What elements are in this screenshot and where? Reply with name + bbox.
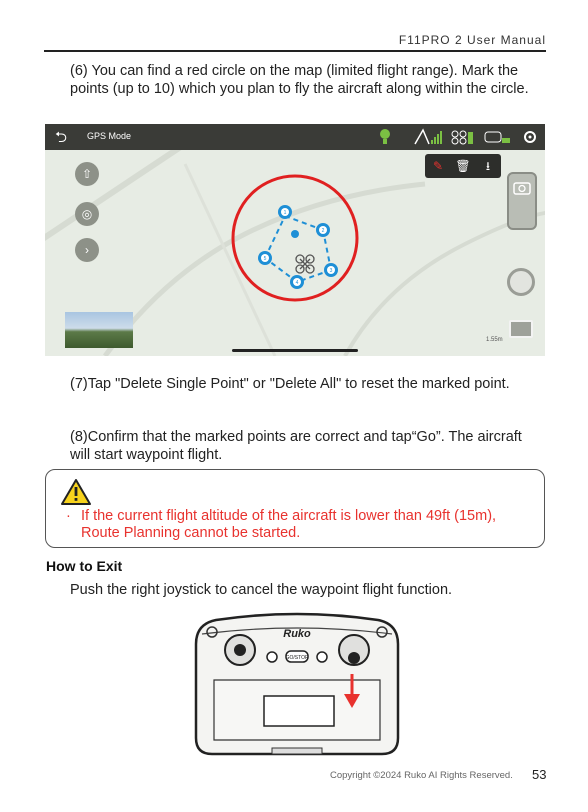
warning-box (45, 469, 545, 548)
how-to-exit-text: Push the right joystick to cancel the waypoint flight function. (70, 582, 453, 598)
copyright-footer: Copyright ©2024 Ruko AI Rights Reserved. (330, 770, 513, 781)
flight-mode-label: GPS Mode (87, 131, 132, 141)
warning-triangle-icon (60, 478, 92, 506)
home-indicator (232, 349, 358, 352)
aircraft-icon (296, 255, 314, 273)
remote-controller-illustration (194, 612, 400, 762)
delete-all-icon[interactable]: 🗑 (455, 159, 471, 173)
warning-bullet: · (66, 508, 71, 524)
distance-readout: 1.55m (486, 337, 503, 343)
phone-clamp-window (264, 696, 334, 726)
warning-message (66, 508, 536, 542)
svg-text:5: 5 (263, 256, 267, 262)
go-stop-label: GO/STOP (285, 655, 309, 661)
waypoint-3 (324, 263, 338, 277)
waypoint-4 (290, 275, 304, 289)
aircraft-position-dot (291, 230, 299, 238)
back-arrow-icon[interactable]: ⮌ (55, 129, 68, 146)
header-divider (44, 50, 546, 52)
upload-route-icon[interactable]: ⭳ (485, 159, 491, 173)
svg-text:2: 2 (321, 228, 325, 234)
expand-menu-button[interactable]: › (75, 238, 99, 262)
how-to-exit-heading: How to Exit (46, 558, 123, 574)
svg-text:1: 1 (283, 210, 287, 216)
page-number: 53 (532, 767, 547, 782)
manual-header-title: F11PRO 2 User Manual (398, 33, 546, 47)
camera-preview-thumbnail[interactable] (65, 312, 133, 348)
step-6-text: (6) You can find a red circle on the map (limited flight range). Mark the points (up to 10) which you plan to fly the aircraft along within the circle. (70, 63, 529, 97)
waypoint-2 (316, 223, 330, 237)
step-7-text: (7)Tap "Delete Single Point" or "Delete All" to reset the marked point. (70, 376, 510, 392)
delete-single-point-icon[interactable]: ✎ (432, 159, 444, 173)
location-button[interactable]: ◎ (75, 202, 99, 226)
takeoff-button[interactable]: ⇧ (75, 162, 99, 186)
controller-brand-logo: Ruko (283, 628, 311, 640)
waypoint-1 (278, 205, 292, 219)
route-planning-screenshot (45, 124, 545, 356)
step-8-text: (8)Confirm that the marked points are correct and tap“Go”. The aircraft will start waypoint flight. (70, 429, 522, 463)
warning-text: If the current flight altitude of the aircraft is lower than 49ft (15m), Route Planning cannot be started. (81, 508, 497, 541)
waypoint-5 (258, 251, 272, 265)
svg-text:3: 3 (329, 268, 333, 274)
svg-text:4: 4 (295, 280, 299, 286)
